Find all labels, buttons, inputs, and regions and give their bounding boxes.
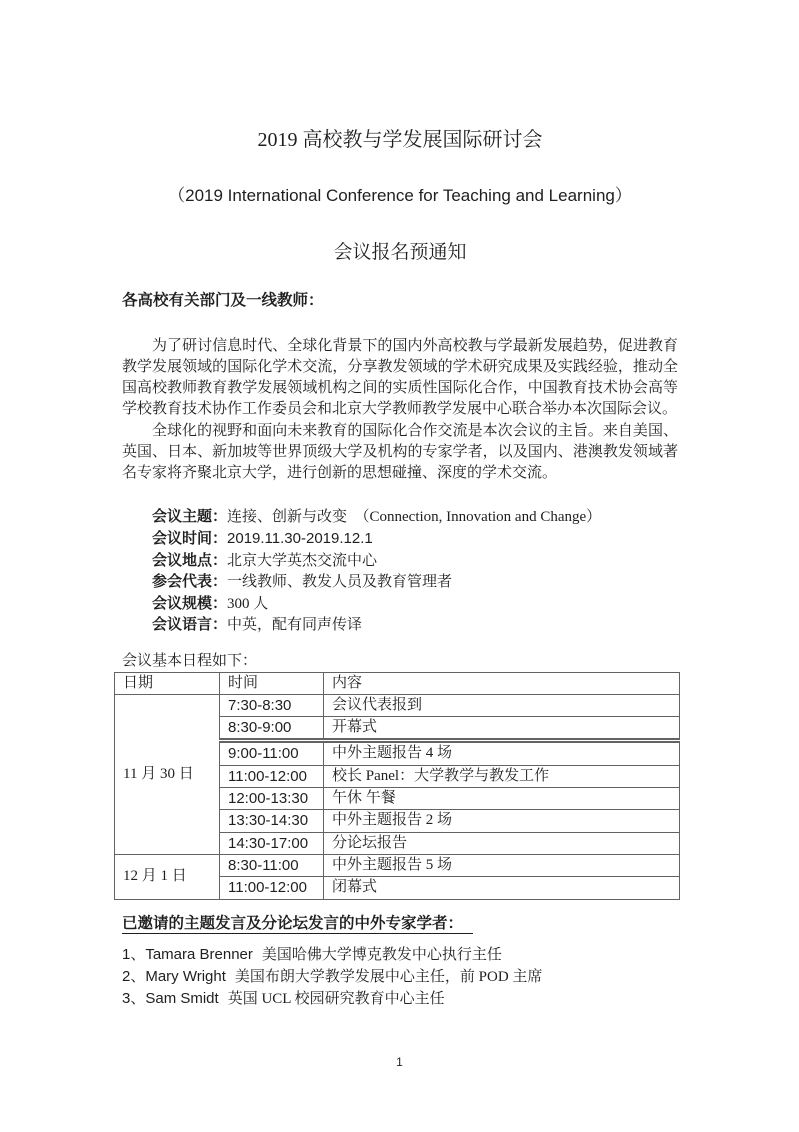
- schedule-content-cell: 中外主题报告 4 场: [324, 741, 680, 765]
- table-row: [115, 854, 680, 876]
- detail-label: 参会代表：: [152, 574, 228, 591]
- speakers-heading: [122, 913, 678, 935]
- detail-label: 会议主题：: [152, 508, 228, 525]
- detail-label: 会议地点：: [152, 552, 228, 569]
- header-cell-content: 内容: [324, 672, 680, 694]
- salutation: 各高校有关部门及一线教师：: [122, 292, 324, 309]
- speaker-name: Mary Wright: [145, 967, 226, 985]
- table-row: [115, 694, 680, 716]
- detail-item-scale: [152, 594, 678, 616]
- schedule-content-cell: 中外主题报告 2 场: [324, 810, 680, 832]
- speaker-number: 1、: [122, 945, 146, 963]
- paragraph-intro: 为了研讨信息时代、全球化背景下的国内外高校教与学最新发展趋势，促进教育教学发展领域的国际化学术交流，分享教发领域的学术研究成果及实践经验，推动全国高校教师教育教学发展领域机构之间的实质性国际化合作，中国教育技术协会高等学校教育技术协作工作委员会和北京大学教师教学发展中心联合举办本次国际会议。: [122, 337, 678, 418]
- detail-item-attendees: [152, 572, 678, 594]
- header-cell-time: 时间: [220, 672, 324, 694]
- detail-item-location: [152, 551, 678, 573]
- detail-value: 北京大学英杰交流中心: [227, 552, 378, 569]
- schedule-content-cell: 闭幕式: [324, 877, 680, 899]
- list-item-speaker-2: [122, 966, 678, 988]
- paragraph-theme: 全球化的视野和面向未来教育的国际化合作交流是本次会议的主旨。来自美国、英国、日本、新加坡等世界顶级大学及机构的专家学者，以及国内、港澳教发领域著名专家将齐聚北京大学，进行创新的思想碰撞、深度的学术交流。: [122, 422, 678, 482]
- schedule-content-cell: 会议代表报到: [324, 694, 680, 716]
- schedule-time-cell: 11:00-12:00: [220, 765, 324, 787]
- schedule-content-cell: 校长 Panel：大学教学与教发工作: [324, 765, 680, 787]
- speaker-name: Sam Smidt: [145, 989, 219, 1007]
- detail-value: 连接、创新与改变 （Connection, Innovation and Change）: [227, 508, 602, 525]
- detail-value: 中英，配有同声传译: [227, 617, 363, 634]
- detail-label: 会议规模：: [152, 595, 228, 612]
- detail-value: 300 人: [227, 595, 269, 612]
- schedule-time-cell: 11:00-12:00: [220, 877, 324, 899]
- detail-item-theme: [152, 507, 678, 529]
- list-item-speaker-1: [122, 944, 678, 966]
- page-title: 2019 高校教与学发展国际研讨会: [257, 129, 543, 151]
- speaker-list: [122, 944, 678, 1010]
- schedule-content-cell: 开幕式: [324, 717, 680, 741]
- detail-value: 一线教师、教发人员及教育管理者: [227, 574, 453, 591]
- body-paragraphs: [122, 336, 678, 485]
- schedule-table: [114, 672, 680, 900]
- schedule-content-cell: 分论坛报告: [324, 832, 680, 854]
- speaker-description: 美国布朗大学教学发展中心主任，前 POD 主席: [234, 968, 543, 985]
- speakers-heading-text: 已邀请的主题发言及分论坛发言的中外专家学者：: [122, 915, 473, 934]
- schedule-date-cell: 11 月 30 日: [115, 694, 220, 854]
- schedule-date-cell: 12 月 1 日: [115, 854, 220, 899]
- schedule-time-cell: 13:30-14:30: [220, 810, 324, 832]
- schedule-time-cell: 14:30-17:00: [220, 832, 324, 854]
- table-header-row: [115, 672, 680, 694]
- detail-label: 会议时间：: [152, 531, 228, 548]
- schedule-intro: 会议基本日程如下：: [122, 652, 258, 669]
- list-item-speaker-3: [122, 988, 678, 1010]
- detail-item-language: [152, 615, 678, 637]
- page-number: 1: [396, 1055, 403, 1069]
- schedule-time-cell: 8:30-9:00: [220, 717, 324, 741]
- schedule-content-cell: 午休 午餐: [324, 788, 680, 810]
- header-cell-date: 日期: [115, 672, 220, 694]
- conference-details-list: [122, 507, 678, 637]
- speaker-description: 英国 UCL 校园研究教育中心主任: [227, 990, 445, 1007]
- schedule-content-cell: 中外主题报告 5 场: [324, 854, 680, 876]
- schedule-time-cell: 8:30-11:00: [220, 854, 324, 876]
- detail-label: 会议语言：: [152, 617, 228, 634]
- speaker-description: 美国哈佛大学博克教发中心执行主任: [261, 946, 502, 963]
- detail-item-time: [152, 528, 678, 551]
- speaker-number: 2、: [122, 967, 146, 985]
- schedule-time-cell: 9:00-11:00: [220, 741, 324, 765]
- notice-subtitle: 会议报名预通知: [333, 242, 467, 263]
- speaker-name: Tamara Brenner: [145, 945, 253, 963]
- page-title-english: （2019 International Conference for Teaching and Learning）: [168, 186, 632, 205]
- schedule-time-cell: 12:00-13:30: [220, 788, 324, 810]
- detail-value: 2019.11.30-2019.12.1: [227, 530, 373, 548]
- schedule-time-cell: 7:30-8:30: [220, 694, 324, 716]
- speaker-number: 3、: [122, 989, 146, 1007]
